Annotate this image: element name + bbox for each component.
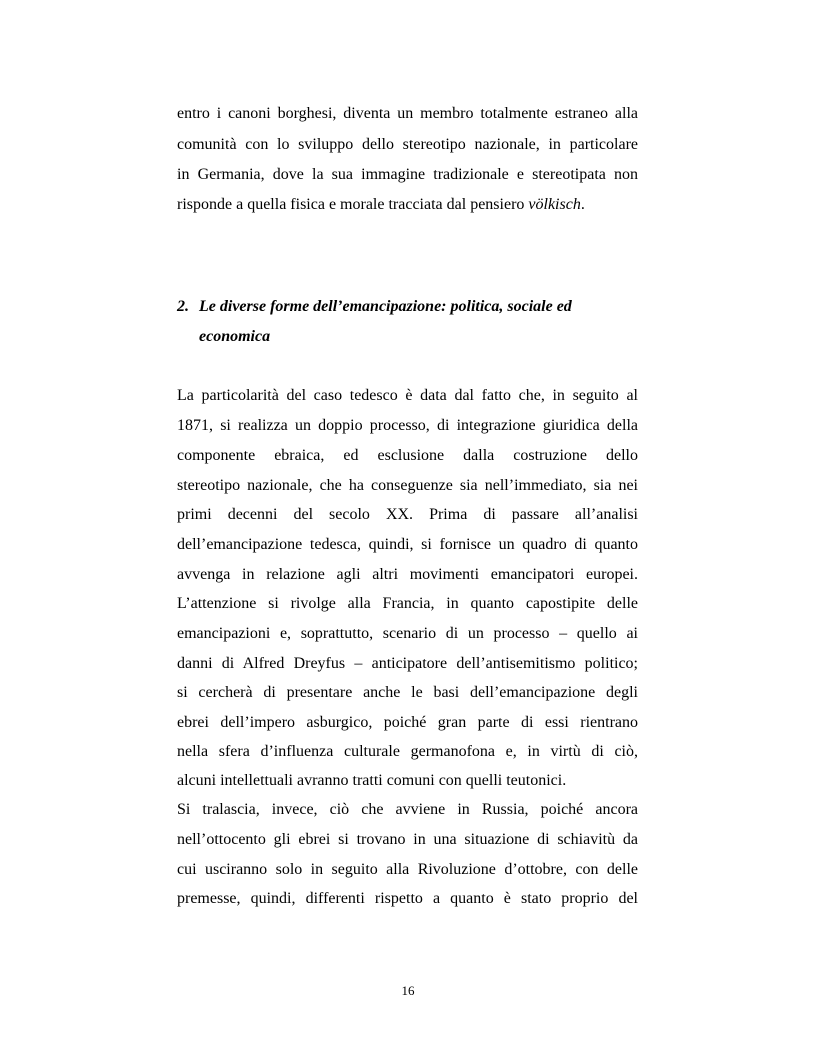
- intro-line-4-end: .: [580, 196, 585, 213]
- para2-line-1: Si tralascia, invece, ciò che avviene in Russia, poiché ancora: [177, 801, 638, 818]
- para1-line-7: avvenga in relazione agli altri movimenti emancipatori europei.: [177, 566, 638, 583]
- para1-line-3: componente ebraica, ed esclusione dalla costruzione dello: [177, 447, 638, 464]
- intro-line-1: entro i canoni borghesi, diventa un membro totalmente estraneo alla: [177, 105, 638, 122]
- para1-line-13: nella sfera d’influenza culturale germanofona e, in virtù di ciò,: [177, 743, 638, 760]
- para1-line-8: L’attenzione si rivolge alla Francia, in quanto capostipite delle: [177, 595, 638, 612]
- para1-line-6: dell’emancipazione tedesca, quindi, si fornisce un quadro di quanto: [177, 536, 638, 553]
- intro-italic-term: völkisch: [528, 196, 581, 213]
- para1-line-12: ebrei dell’impero asburgico, poiché gran parte di essi rientrano: [177, 714, 638, 731]
- section-heading: [177, 297, 638, 317]
- para1-line-1: La particolarità del caso tedesco è data dal fatto che, in seguito al: [177, 387, 638, 404]
- section-title-line-1: Le diverse forme dell’emancipazione: politica, sociale ed: [199, 298, 572, 315]
- intro-line-3: in Germania, dove la sua immagine tradizionale e stereotipata non: [177, 166, 638, 183]
- section-number: 2.: [177, 298, 189, 315]
- intro-line-2: comunità con lo sviluppo dello stereotipo nazionale, in particolare: [177, 136, 638, 153]
- para1-line-10: danni di Alfred Dreyfus – anticipatore dell’antisemitismo politico;: [177, 655, 638, 672]
- para1-line-5: primi decenni del secolo XX. Prima di passare all’analisi: [177, 506, 638, 523]
- para2-line-4: premesse, quindi, differenti rispetto a quanto è stato proprio del: [177, 890, 638, 907]
- para1-line-4: stereotipo nazionale, che ha conseguenze sia nell’immediato, sia nei: [177, 477, 638, 494]
- para1-line-2: 1871, si realizza un doppio processo, di integrazione giuridica della: [177, 417, 638, 434]
- intro-line-4: [177, 195, 638, 215]
- page-number: 16: [401, 983, 415, 998]
- intro-line-4-text: risponde a quella fisica e morale tracciata dal pensiero: [177, 196, 529, 213]
- para1-line-14: alcuni intellettuali avranno tratti comuni con quelli teutonici.: [177, 772, 567, 789]
- para1-line-11: si cercherà di presentare anche le basi dell’emancipazione degli: [177, 684, 638, 701]
- para2-line-2: nell’ottocento gli ebrei si trovano in una situazione di schiavitù da: [177, 831, 638, 848]
- para2-line-3: cui usciranno solo in seguito alla Rivoluzione d’ottobre, con delle: [177, 861, 638, 878]
- para1-line-9: emancipazioni e, soprattutto, scenario di un processo – quello ai: [177, 625, 638, 642]
- section-title-line-2: economica: [199, 328, 271, 345]
